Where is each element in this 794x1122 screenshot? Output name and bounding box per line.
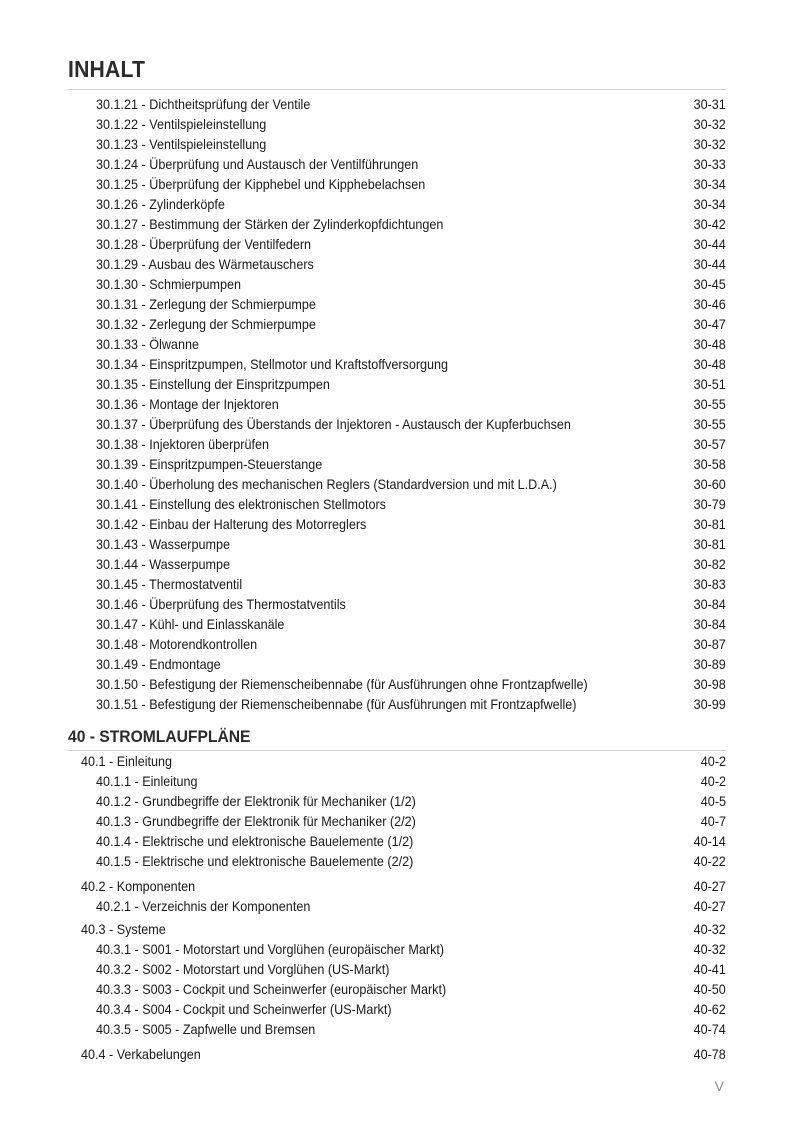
toc-entry[interactable]: [0, 1019, 794, 1039]
toc-entry-page: 40-2: [700, 753, 726, 769]
toc-entry-page: 30-34: [693, 176, 726, 192]
toc-entry-title: 30.1.35 - Einstellung der Einspritzpumpen: [96, 376, 330, 392]
toc-entry[interactable]: [0, 514, 794, 534]
toc-entry[interactable]: [0, 614, 794, 634]
toc-entry[interactable]: [0, 939, 794, 959]
toc-entry[interactable]: [0, 634, 794, 654]
toc-entry[interactable]: [0, 434, 794, 454]
toc-entry[interactable]: [0, 374, 794, 394]
toc-entry-title: 30.1.48 - Motorendkontrollen: [96, 636, 258, 652]
toc-entry-page: 40-32: [693, 921, 726, 937]
toc-entry-title: 40.1.5 - Elektrische und elektronische Bauelemente (2/2): [96, 853, 414, 869]
toc-entry-title: 30.1.33 - Ölwanne: [96, 336, 199, 352]
toc-entry-title: 30.1.22 - Ventilspieleinstellung: [96, 116, 267, 132]
toc-entry-page: 30-34: [693, 196, 726, 212]
toc-entry-page: 30-33: [693, 156, 726, 172]
toc-entry-page: 30-48: [693, 356, 726, 372]
page-title: INHALT: [68, 56, 146, 82]
toc-entry-page: 40-14: [693, 833, 726, 849]
toc-entry-page: 30-55: [693, 396, 726, 412]
toc-entry-title: 30.1.46 - Überprüfung des Thermostatventils: [96, 596, 346, 612]
toc-entry-title: 30.1.39 - Einspritzpumpen-Steuerstange: [96, 456, 323, 472]
toc-entry[interactable]: [0, 694, 794, 714]
toc-entry[interactable]: [0, 114, 794, 134]
toc-entry-title: 30.1.30 - Schmierpumpen: [96, 276, 241, 292]
toc-entry-page: 30-81: [693, 536, 726, 552]
toc-entry-title: 30.1.49 - Endmontage: [96, 656, 221, 672]
toc-entry[interactable]: [0, 174, 794, 194]
toc-entry-page: 30-58: [693, 456, 726, 472]
section-heading: 40 - STROMLAUFPLÄNE: [68, 727, 251, 746]
toc-entry-title: 30.1.21 - Dichtheitsprüfung der Ventile: [96, 96, 311, 112]
toc-entry-title: 30.1.45 - Thermostatventil: [96, 576, 243, 592]
toc-entry-title: 30.1.37 - Überprüfung des Überstands der Injektoren - Austausch der Kupferbuchsen: [96, 416, 571, 432]
toc-entry-title: 40.1 - Einleitung: [81, 753, 173, 769]
toc-entry-title: 40.4 - Verkabelungen: [81, 1046, 201, 1062]
toc-entry[interactable]: [0, 771, 794, 791]
toc-entry[interactable]: [0, 214, 794, 234]
toc-entry-page: 30-48: [693, 336, 726, 352]
toc-entry-title: 40.1.3 - Grundbegriffe der Elektronik für Mechaniker (2/2): [96, 813, 416, 829]
toc-entry[interactable]: [0, 474, 794, 494]
toc-entry-page: 40-74: [693, 1021, 726, 1037]
toc-entry-title: 30.1.23 - Ventilspieleinstellung: [96, 136, 267, 152]
toc-entry-page: 30-84: [693, 616, 726, 632]
toc-entry-page: 30-46: [693, 296, 726, 312]
toc-entry[interactable]: [0, 959, 794, 979]
toc-entry[interactable]: [0, 919, 794, 939]
toc-entry-page: 40-62: [693, 1001, 726, 1017]
toc-entry-page: 30-45: [693, 276, 726, 292]
toc-entry-title: 40.3.1 - S001 - Motorstart und Vorglühen (europäischer Markt): [96, 941, 445, 957]
toc-entry[interactable]: [0, 979, 794, 999]
toc-entry-title: 30.1.50 - Befestigung der Riemenscheibennabe (für Ausführungen ohne Frontzapfwelle): [96, 676, 588, 692]
toc-entry-title: 30.1.47 - Kühl- und Einlasskanäle: [96, 616, 285, 632]
toc-entry-title: 30.1.36 - Montage der Injektoren: [96, 396, 279, 412]
toc-entry-title: 30.1.28 - Überprüfung der Ventilfedern: [96, 236, 312, 252]
toc-entry[interactable]: [0, 831, 794, 851]
toc-entry-title: 40.3.2 - S002 - Motorstart und Vorglühen (US-Markt): [96, 961, 390, 977]
toc-entry-page: 30-42: [693, 216, 726, 232]
toc-entry-title: 40.1.4 - Elektrische und elektronische Bauelemente (1/2): [96, 833, 414, 849]
toc-entry-title: 30.1.26 - Zylinderköpfe: [96, 196, 225, 212]
toc-entry-title: 30.1.40 - Überholung des mechanischen Reglers (Standardversion und mit L.D.A.): [96, 476, 557, 492]
toc-entry-page: 30-98: [693, 676, 726, 692]
toc-entry-title: 30.1.38 - Injektoren überprüfen: [96, 436, 270, 452]
toc-entry[interactable]: [0, 454, 794, 474]
toc-entry[interactable]: [0, 1044, 794, 1064]
toc-entry[interactable]: [0, 554, 794, 574]
toc-entry-title: 30.1.42 - Einbau der Halterung des Motorreglers: [96, 516, 367, 532]
toc-entry-page: 30-84: [693, 596, 726, 612]
toc-entry-page: 30-89: [693, 656, 726, 672]
toc-entry-title: 30.1.24 - Überprüfung und Austausch der Ventilführungen: [96, 156, 419, 172]
toc-entry[interactable]: [0, 574, 794, 594]
toc-entry-title: 30.1.25 - Überprüfung der Kipphebel und Kipphebelachsen: [96, 176, 426, 192]
toc-entry[interactable]: [0, 751, 794, 771]
toc-entry[interactable]: [0, 194, 794, 214]
toc-entry-title: 30.1.34 - Einspritzpumpen, Stellmotor und Kraftstoffversorgung: [96, 356, 449, 372]
toc-entry-page: 30-44: [693, 236, 726, 252]
toc-entry-page: 40-50: [693, 981, 726, 997]
toc-entry-page: 30-51: [693, 376, 726, 392]
toc-entry-page: 40-22: [693, 853, 726, 869]
toc-entry-page: 30-79: [693, 496, 726, 512]
toc-entry[interactable]: [0, 876, 794, 896]
toc-entry-title: 40.3 - Systeme: [81, 921, 166, 937]
toc-entry[interactable]: [0, 134, 794, 154]
toc-entry-title: 30.1.51 - Befestigung der Riemenscheibennabe (für Ausführungen mit Frontzapfwelle): [96, 696, 577, 712]
toc-entry-page: 30-83: [693, 576, 726, 592]
toc-entry-page: 30-82: [693, 556, 726, 572]
toc-entry-page: 30-55: [693, 416, 726, 432]
toc-entry-page: 30-57: [693, 436, 726, 452]
toc-entry[interactable]: [0, 674, 794, 694]
toc-entry-title: 30.1.29 - Ausbau des Wärmetauschers: [96, 256, 314, 272]
toc-entry[interactable]: [0, 394, 794, 414]
toc-entry[interactable]: [0, 534, 794, 554]
toc-entry-page: 30-32: [693, 116, 726, 132]
toc-entry-page: 30-99: [693, 696, 726, 712]
toc-entry-page: 30-87: [693, 636, 726, 652]
toc-entry-page: 40-7: [700, 813, 726, 829]
toc-entry[interactable]: [0, 851, 794, 871]
toc-entry[interactable]: [0, 791, 794, 811]
toc-entry[interactable]: [0, 811, 794, 831]
toc-entry-title: 40.2 - Komponenten: [81, 878, 196, 894]
toc-entry-title: 40.3.5 - S005 - Zapfwelle und Bremsen: [96, 1021, 316, 1037]
toc-entry-title: 30.1.41 - Einstellung des elektronischen Stellmotors: [96, 496, 386, 512]
page-number: V: [714, 1078, 724, 1094]
toc-entry-title: 30.1.43 - Wasserpumpe: [96, 536, 231, 552]
toc-entry[interactable]: [0, 594, 794, 614]
toc-entry-page: 40-27: [693, 898, 726, 914]
toc-entry-page: 40-27: [693, 878, 726, 894]
toc-entry-page: 30-31: [693, 96, 726, 112]
toc-entry-page: 40-41: [693, 961, 726, 977]
toc-entry[interactable]: [0, 494, 794, 514]
toc-entry-page: 30-60: [693, 476, 726, 492]
toc-entry[interactable]: [0, 274, 794, 294]
toc-entry-page: 40-2: [700, 773, 726, 789]
toc-entry[interactable]: [0, 154, 794, 174]
toc-entry-title: 40.3.4 - S004 - Cockpit und Scheinwerfer (US-Markt): [96, 1001, 392, 1017]
toc-entry[interactable]: [0, 234, 794, 254]
toc-entry-title: 30.1.32 - Zerlegung der Schmierpumpe: [96, 316, 316, 332]
toc-entry[interactable]: [0, 999, 794, 1019]
toc-entry-page: 30-44: [693, 256, 726, 272]
toc-entry-title: 40.1.1 - Einleitung: [96, 773, 198, 789]
toc-entry-title: 40.2.1 - Verzeichnis der Komponenten: [96, 898, 311, 914]
toc-entry[interactable]: [0, 314, 794, 334]
toc-entry[interactable]: [0, 414, 794, 434]
toc-entry-title: 30.1.31 - Zerlegung der Schmierpumpe: [96, 296, 316, 312]
toc-entry-page: 30-47: [693, 316, 726, 332]
toc-entry[interactable]: [0, 354, 794, 374]
toc-entry-title: 30.1.44 - Wasserpumpe: [96, 556, 231, 572]
toc-entry-page: 40-78: [693, 1046, 726, 1062]
toc-entry[interactable]: [0, 334, 794, 354]
toc-entry[interactable]: [0, 94, 794, 114]
toc-entry-page: 30-81: [693, 516, 726, 532]
toc-entry-page: 30-32: [693, 136, 726, 152]
toc-entry[interactable]: [0, 294, 794, 314]
toc-entry[interactable]: [0, 254, 794, 274]
toc-entry-page: 40-32: [693, 941, 726, 957]
toc-entry-title: 40.1.2 - Grundbegriffe der Elektronik für Mechaniker (1/2): [96, 793, 416, 809]
toc-entry-title: 30.1.27 - Bestimmung der Stärken der Zylinderkopfdichtungen: [96, 216, 444, 232]
toc-entry-title: 40.3.3 - S003 - Cockpit und Scheinwerfer (europäischer Markt): [96, 981, 447, 997]
toc-entry[interactable]: [0, 896, 794, 916]
toc-entry-page: 40-5: [700, 793, 726, 809]
toc-entry[interactable]: [0, 654, 794, 674]
